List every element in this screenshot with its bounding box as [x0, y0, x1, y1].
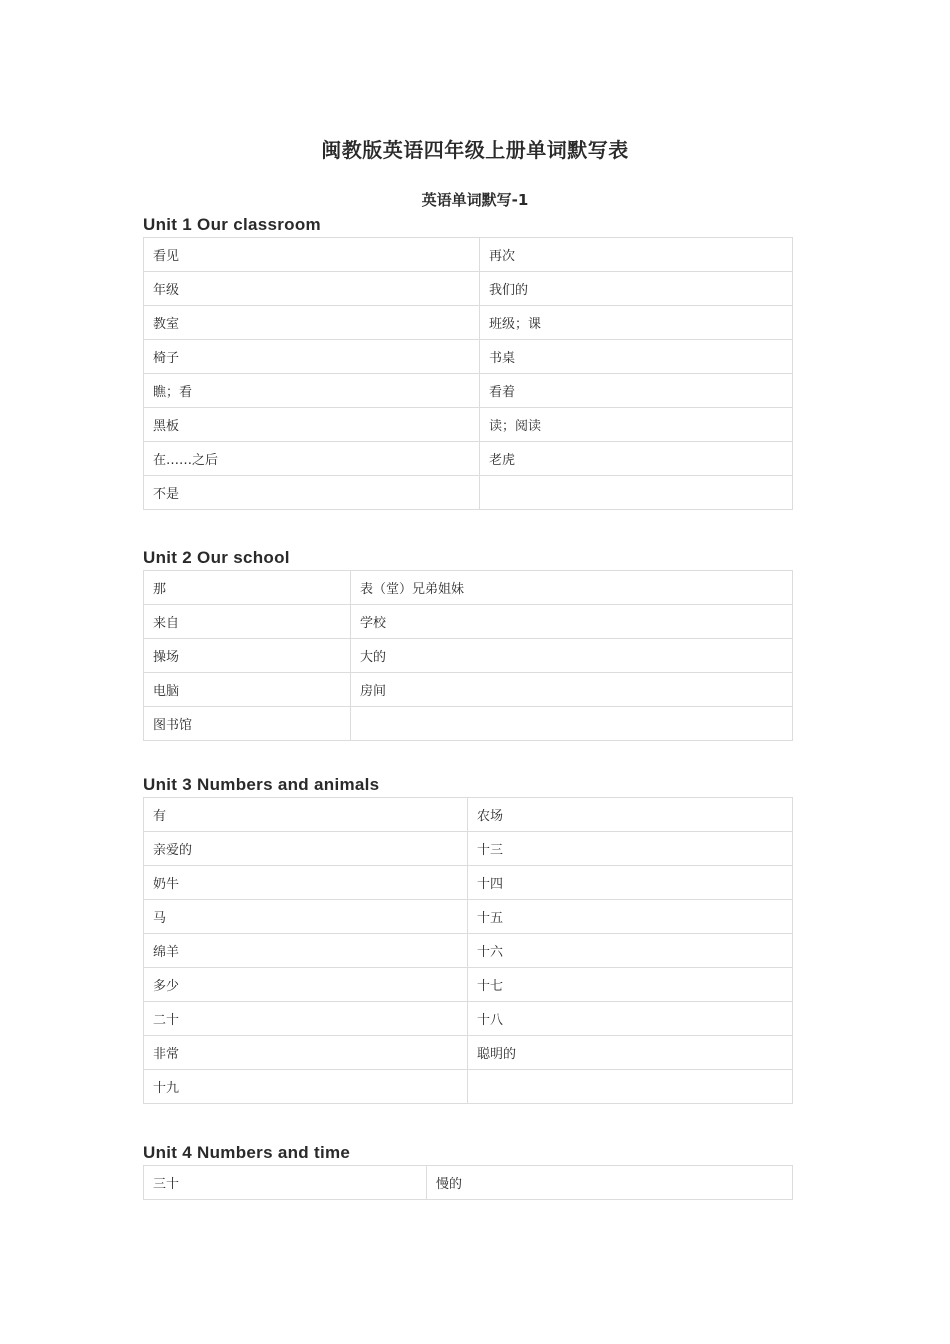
vocab-table: [143, 237, 793, 510]
table-row: [144, 605, 793, 639]
vocab-table: [143, 797, 793, 1104]
table-row: [144, 1002, 793, 1036]
unit-heading: Unit 4 Numbers and time: [143, 1143, 351, 1162]
table-cell: 我们的: [480, 272, 793, 306]
table-row: [144, 798, 793, 832]
table-cell: 十六: [468, 934, 793, 968]
table-row: [144, 1166, 793, 1200]
table-row: [144, 1070, 793, 1104]
table-cell: [351, 707, 793, 741]
table-cell: 书桌: [480, 340, 793, 374]
table-cell: 教室: [144, 306, 480, 340]
table-cell: 十九: [144, 1070, 468, 1104]
table-row: [144, 968, 793, 1002]
vocab-table: [143, 570, 793, 741]
unit-heading: Unit 1 Our classroom: [143, 215, 321, 234]
table-cell: 非常: [144, 1036, 468, 1070]
table-cell: 多少: [144, 968, 468, 1002]
table-cell: 十五: [468, 900, 793, 934]
table-cell: 聪明的: [468, 1036, 793, 1070]
page-title: 闽教版英语四年级上册单词默写表: [321, 138, 629, 162]
table-row: [144, 374, 793, 408]
table-cell: 读；阅读: [480, 408, 793, 442]
table-cell: 操场: [144, 639, 351, 673]
table-row: [144, 238, 793, 272]
table-cell: 学校: [351, 605, 793, 639]
table-cell: 十四: [468, 866, 793, 900]
table-row: [144, 866, 793, 900]
table-row: [144, 571, 793, 605]
table-cell: 不是: [144, 476, 480, 510]
table-cell: 那: [144, 571, 351, 605]
table-cell: 十三: [468, 832, 793, 866]
table-cell: 农场: [468, 798, 793, 832]
table-row: [144, 408, 793, 442]
table-cell: 三十: [144, 1166, 427, 1200]
table-cell: 亲爱的: [144, 832, 468, 866]
table-cell: 绵羊: [144, 934, 468, 968]
table-row: [144, 306, 793, 340]
table-cell: 二十: [144, 1002, 468, 1036]
table-cell: 在……之后: [144, 442, 480, 476]
table-cell: [480, 476, 793, 510]
page-subtitle: 英语单词默写-1: [421, 191, 529, 209]
table-cell: 有: [144, 798, 468, 832]
table-cell: 十七: [468, 968, 793, 1002]
table-cell: 看着: [480, 374, 793, 408]
table-row: [144, 639, 793, 673]
table-cell: 马: [144, 900, 468, 934]
table-row: [144, 707, 793, 741]
table-cell: 班级；课: [480, 306, 793, 340]
table-row: [144, 673, 793, 707]
vocab-table: [143, 1165, 793, 1200]
table-cell: 黑板: [144, 408, 480, 442]
unit-3-section: [143, 773, 792, 1104]
unit-heading: Unit 3 Numbers and animals: [143, 775, 380, 794]
table-cell: 来自: [144, 605, 351, 639]
table-cell: 奶牛: [144, 866, 468, 900]
table-cell: 再次: [480, 238, 793, 272]
unit-4-section: [143, 1141, 792, 1200]
table-row: [144, 934, 793, 968]
table-cell: 表（堂）兄弟姐妹: [351, 571, 793, 605]
table-row: [144, 442, 793, 476]
table-row: [144, 340, 793, 374]
table-row: [144, 1036, 793, 1070]
unit-2-section: [143, 546, 792, 741]
table-row: [144, 832, 793, 866]
unit-1-section: [143, 213, 792, 510]
table-cell: [468, 1070, 793, 1104]
table-cell: 慢的: [427, 1166, 793, 1200]
table-row: [144, 272, 793, 306]
table-cell: 老虎: [480, 442, 793, 476]
table-cell: 看见: [144, 238, 480, 272]
table-cell: 十八: [468, 1002, 793, 1036]
table-cell: 大的: [351, 639, 793, 673]
unit-heading: Unit 2 Our school: [143, 548, 290, 567]
table-row: [144, 900, 793, 934]
table-cell: 年级: [144, 272, 480, 306]
table-cell: 房间: [351, 673, 793, 707]
table-cell: 椅子: [144, 340, 480, 374]
table-row: [144, 476, 793, 510]
table-cell: 电脑: [144, 673, 351, 707]
table-cell: 图书馆: [144, 707, 351, 741]
table-cell: 瞧；看: [144, 374, 480, 408]
